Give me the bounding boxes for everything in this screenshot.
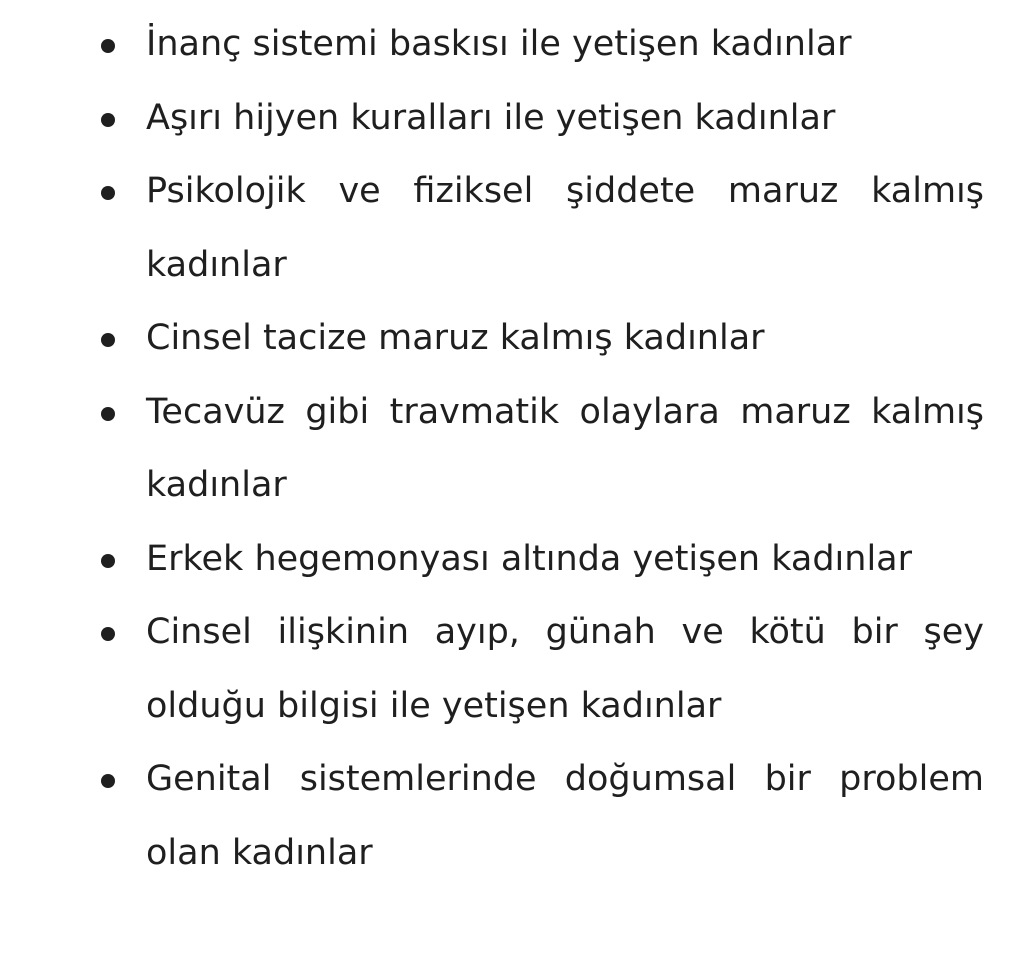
list-item-text: İnanç sistemi baskısı ile yetişen kadınlar	[146, 24, 852, 64]
bullet-list	[0, 8, 1024, 890]
list-item	[146, 8, 984, 82]
list-item	[146, 596, 984, 743]
bullet-icon	[101, 39, 115, 53]
list-item-text: Genital sistemlerinde doğumsal bir problem olan kadınlar	[146, 759, 984, 873]
bullet-icon	[101, 333, 115, 347]
list-item-text: Cinsel tacize maruz kalmış kadınlar	[146, 318, 765, 358]
bullet-icon	[101, 627, 115, 641]
list-item	[146, 155, 984, 302]
list-item	[146, 82, 984, 156]
list-item	[146, 376, 984, 523]
bullet-icon	[101, 186, 115, 200]
list-item-text: Cinsel ilişkinin ayıp, günah ve kötü bir şey olduğu bilgisi ile yetişen kadınlar	[146, 612, 984, 726]
bullet-icon	[101, 113, 115, 127]
list-item	[146, 302, 984, 376]
list-item	[146, 523, 984, 597]
list-item-text: Tecavüz gibi travmatik olaylara maruz kalmış kadınlar	[146, 391, 984, 505]
bullet-icon	[101, 407, 115, 421]
list-item-text: Aşırı hijyen kuralları ile yetişen kadınlar	[146, 97, 836, 138]
list-item	[146, 743, 984, 890]
list-item-text: Erkek hegemonyası altında yetişen kadınlar	[146, 538, 913, 579]
bullet-icon	[101, 554, 115, 568]
document-body	[0, 8, 1024, 890]
bullet-icon	[101, 774, 115, 788]
list-item-text: Psikolojik ve fiziksel şiddete maruz kalmış kadınlar	[146, 171, 984, 285]
